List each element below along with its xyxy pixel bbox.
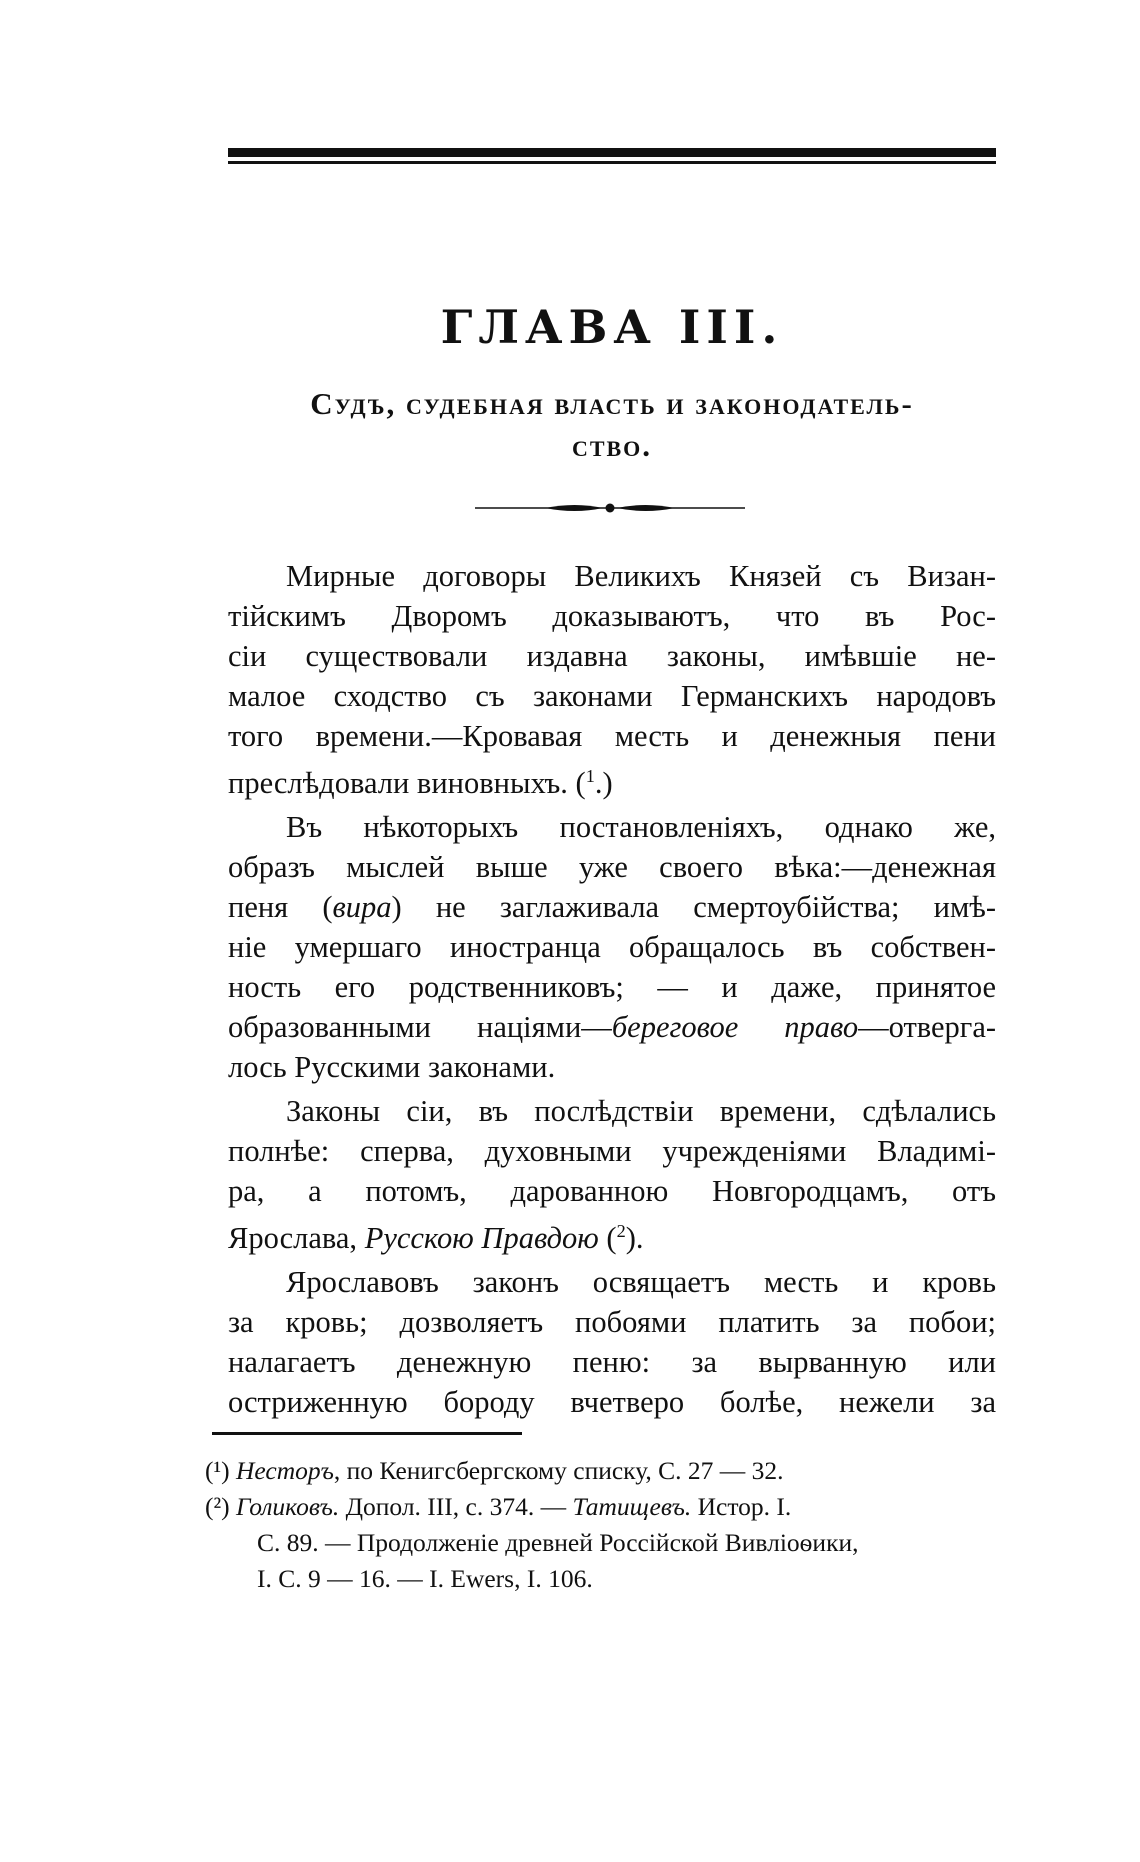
paragraph-4: [228, 1262, 996, 1422]
chapter-subtitle: [228, 383, 996, 467]
text-line: лось Русскими законами.: [228, 1050, 556, 1085]
paragraph-3: [228, 1091, 996, 1258]
text-line: налагаетъ денежную пеню: за вырванную или: [228, 1345, 996, 1380]
body-text: [228, 556, 996, 1426]
text-line: полнѣе: сперва, духовными учрежденіями Владимі-: [228, 1134, 996, 1169]
subtitle-line-2: ство.: [571, 428, 653, 463]
text-line: малое сходство съ законами Германскихъ народовъ: [228, 679, 996, 713]
footnote-1: (¹) Несторъ, по Кенигсбергскому списку, С. 27 — 32.: [205, 1456, 784, 1485]
text-line: Ярославовъ законъ освящаетъ месть и кровь: [286, 1265, 996, 1300]
italic-term-vira: вира: [332, 890, 392, 925]
text-line: Ярослава, Русскою Правдою ($^2$).: [228, 1221, 644, 1256]
footnote-rule: [212, 1432, 522, 1435]
text-line: преслѣдовали виновныхъ. ($^1$.): [228, 766, 613, 801]
footnote-2-author: Голиковъ.: [236, 1492, 340, 1521]
top-double-rule: [228, 148, 996, 164]
text-line: Въ нѣкоторыхъ постановленіяхъ, однако же,: [286, 810, 996, 845]
text-line: Законы сіи, въ послѣдствіи времени, сдѣлались: [286, 1094, 996, 1129]
text-line: за кровь; дозволяетъ побоями платить за побои;: [228, 1305, 996, 1340]
footnotes: [205, 1453, 995, 1597]
text-line: ніе умершаго иностранца обращалось въ собствен-: [228, 930, 996, 965]
footnote-2-mark: (²): [205, 1492, 230, 1521]
text-line: остриженную бороду вчетверо болѣе, нежели за: [228, 1385, 996, 1420]
text-line: ность его родственниковъ; — и даже, принятое: [228, 970, 996, 1005]
text-line: ра, а потомъ, дарованною Новгородцамъ, отъ: [228, 1174, 996, 1209]
footnote-2-line-3: I. С. 9 — 16. — I. Ewers, I. 106.: [257, 1564, 593, 1593]
footnote-2-line-2: С. 89. — Продолженіе древней Россійской Вивліоѳики,: [257, 1528, 859, 1557]
footnote-1-author: Несторъ: [236, 1456, 334, 1485]
chapter-title: ГЛАВА III.: [440, 300, 784, 354]
text-line: Мирные договоры Великихъ Князей съ Визан-: [286, 559, 996, 593]
italic-term-beregovoe-pravo: береговое право: [611, 1010, 859, 1045]
footnote-1-mark: (¹): [205, 1456, 230, 1485]
italic-term-russkaya-pravda: Русскою Правдою: [364, 1221, 599, 1256]
text-line: образованными націями—береговое право—отверга-: [228, 1010, 997, 1045]
paragraph-1: [228, 556, 996, 803]
footnote-2-author-2: Татищевъ.: [572, 1492, 692, 1521]
text-line: того времени.—Кровавая месть и денежныя пени: [228, 719, 996, 753]
footnote-ref-2: 2: [616, 1221, 626, 1242]
footnote-2: (²) Голиковъ. Допол. III, с. 374. — Татищевъ. Истор. I.: [205, 1492, 792, 1521]
text-line: пеня (вира) не заглаживала смертоубійства; имѣ-: [228, 890, 996, 925]
ornament-divider: [475, 498, 745, 518]
text-line: образъ мыслей выше уже своего вѣка:—денежная: [228, 850, 996, 885]
footnote-ref-1: 1: [585, 766, 595, 786]
text-line: сіи существовали издавна законы, имѣвшіе не-: [228, 639, 996, 673]
paragraph-2: [228, 807, 996, 1087]
text-line: тійскимъ Дворомъ доказываютъ, что въ Рос-: [228, 599, 996, 633]
subtitle-line-1: Судъ, судебная власть и законодатель-: [310, 386, 914, 421]
